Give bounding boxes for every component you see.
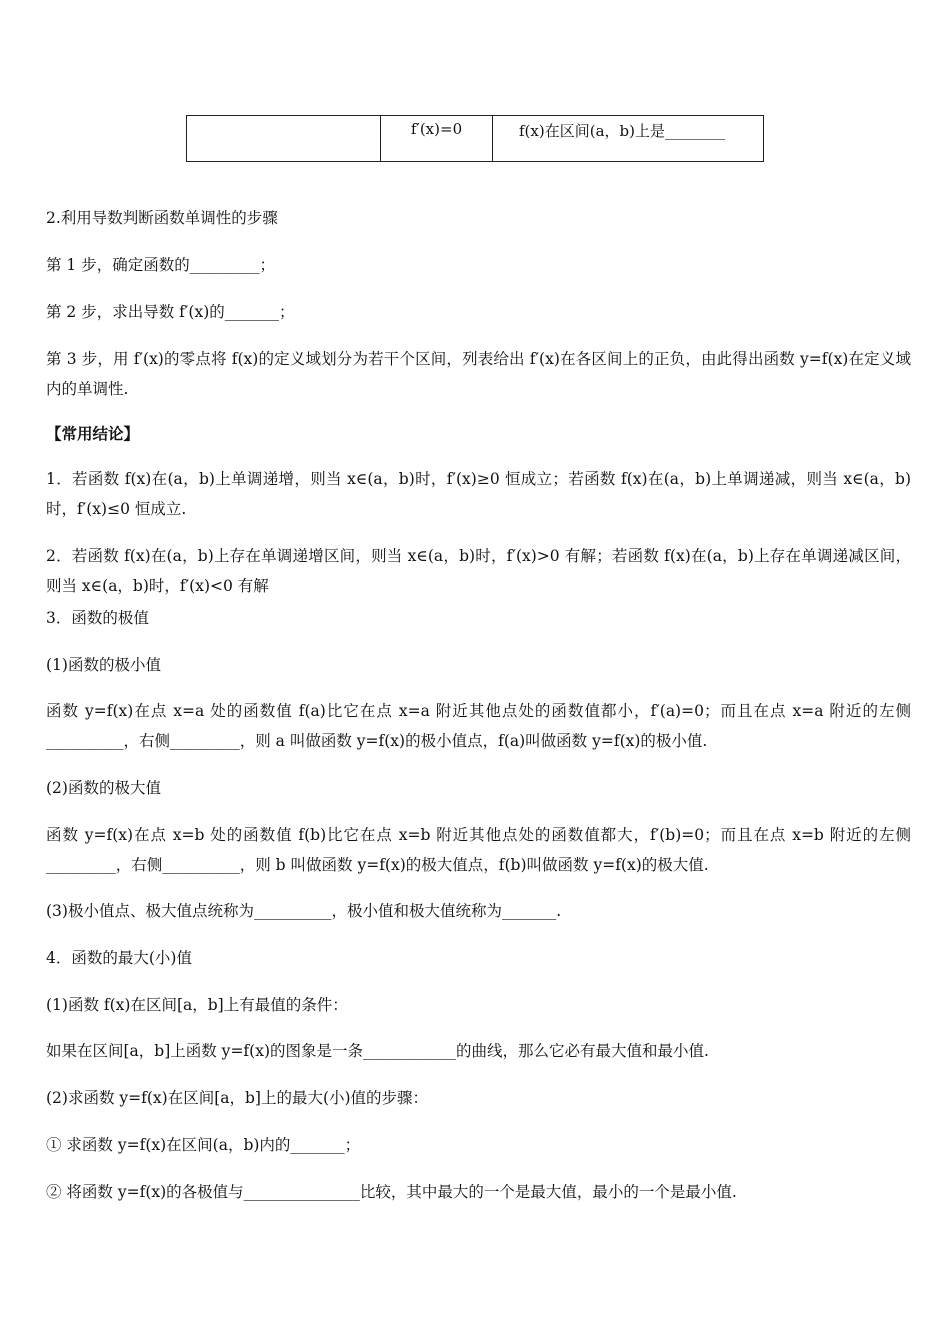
local-min-text: 函数 y=f(x)在点 x=a 处的函数值 f(a)比它在点 x=a 附近其他点处的函数值都小，f′(a)=0；而且在点 x=a 附近的左侧__________，右侧_________，则 a 叫做函数 y=f(x)的极小值点，f(a)叫做函数 y=f(x)的极小值. — [46, 702, 911, 750]
table-cell-derivative: f′(x)=0 — [381, 116, 493, 162]
local-min-title: (1)函数的极小值 — [46, 656, 161, 674]
local-max-text: 函数 y=f(x)在点 x=b 处的函数值 f(b)比它在点 x=b 附近其他点处的函数值都大，f′(b)=0；而且在点 x=b 附近的左侧_________，右侧__________，则 b 叫做函数 y=f(x)的极大值点，f(b)叫做函数 y=f(x)的极大值. — [46, 826, 911, 874]
section-4-title: 4．函数的最大(小)值 — [46, 949, 192, 967]
step-2: 第 2 步，求出导数 f′(x)的_______； — [46, 303, 295, 321]
common-conclusions-title: 【常用结论】 — [46, 424, 140, 443]
condition-table — [186, 115, 764, 162]
step-1: 第 1 步，确定函数的_________； — [46, 256, 275, 274]
conclusion-2: 2．若函数 f(x)在(a，b)上存在单调递增区间，则当 x∈(a，b)时，f′(x)>0 有解；若函数 f(x)在(a，b)上存在单调递减区间，则当 x∈(a，b)时，f′(x)<0 有解 — [46, 547, 911, 595]
local-max-title: (2)函数的极大值 — [46, 779, 161, 797]
step-3: 第 3 步，用 f′(x)的零点将 f(x)的定义域划分为若干个区间，列表给出 f′(x)在各区间上的正负，由此得出函数 y=f(x)在定义域内的单调性. — [46, 350, 911, 398]
max-min-steps-title: (2)求函数 y=f(x)在区间[a，b]上的最大(小)值的步骤： — [46, 1089, 429, 1107]
max-min-condition-text: 如果在区间[a，b]上函数 y=f(x)的图象是一条____________的曲线，那么它必有最大值和最小值. — [46, 1042, 709, 1060]
table-row — [187, 116, 764, 162]
extreme-names: (3)极小值点、极大值点统称为__________，极小值和极大值统称为_______. — [46, 902, 562, 920]
table-cell-empty — [187, 116, 381, 162]
conclusion-1: 1．若函数 f(x)在(a，b)上单调递增，则当 x∈(a，b)时，f′(x)≥0 恒成立；若函数 f(x)在(a，b)上单调递减，则当 x∈(a，b)时，f′(x)≤0 恒成立. — [46, 470, 911, 518]
table-cell-conclusion: f(x)在区间(a，b)上是________ — [493, 116, 764, 162]
max-min-condition-title: (1)函数 f(x)在区间[a，b]上有最值的条件： — [46, 996, 348, 1014]
max-min-step-1: ① 求函数 y=f(x)在区间(a，b)内的_______； — [46, 1136, 361, 1154]
section-2-title: 2.利用导数判断函数单调性的步骤 — [46, 209, 278, 227]
section-3-title: 3．函数的极值 — [46, 609, 149, 627]
max-min-step-2: ② 将函数 y=f(x)的各极值与_______________比较，其中最大的一个是最大值，最小的一个是最小值. — [46, 1183, 737, 1201]
